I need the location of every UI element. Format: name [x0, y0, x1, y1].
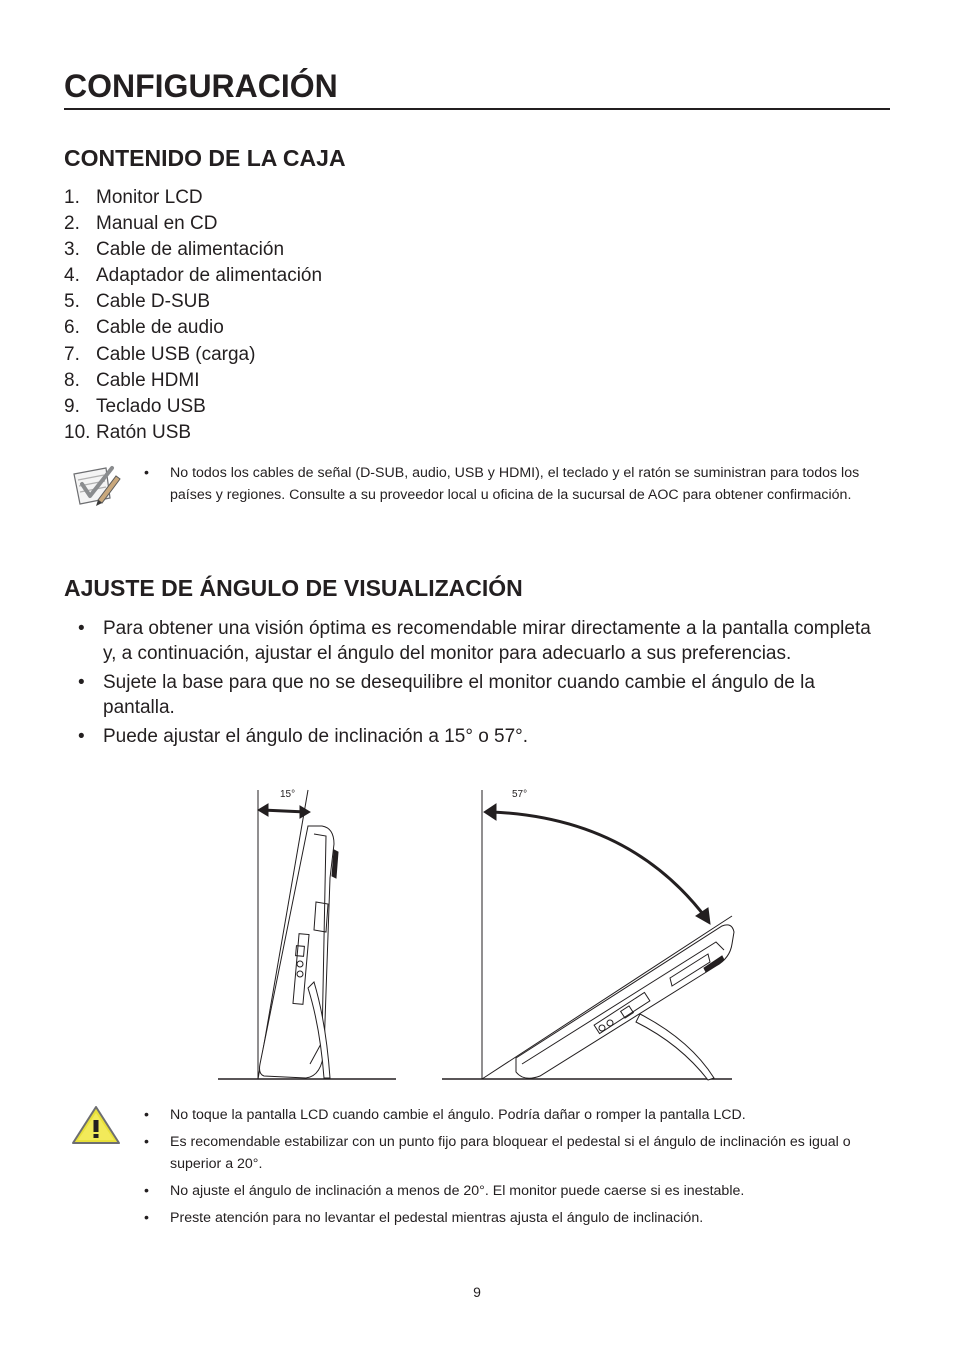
list-item: [64, 342, 322, 368]
item-number: 10.: [64, 421, 91, 443]
title-rule: [64, 108, 890, 110]
item-number: 9.: [64, 395, 80, 417]
section-heading-box-contents: CONTENIDO DE LA CAJA: [64, 145, 346, 171]
item-number: 7.: [64, 343, 80, 365]
list-item: [64, 394, 322, 420]
page-number: 9: [473, 1284, 481, 1300]
item-text: Cable D-SUB: [96, 291, 211, 313]
list-item: [64, 211, 322, 237]
page-title: CONFIGURACIÓN: [64, 68, 338, 104]
warning-item: • No toque la pantalla LCD cuando cambie el ángulo. Podría dañar o romper la pantalla LCD.: [144, 1104, 884, 1126]
item-number: 5.: [64, 291, 80, 313]
monitor-15-side: [260, 826, 339, 1078]
item-text: Cable HDMI: [96, 369, 200, 391]
item-number: 8.: [64, 369, 80, 391]
item-text: Manual en CD: [96, 213, 218, 235]
item-number: 4.: [64, 265, 80, 287]
item-text: Teclado USB: [96, 395, 206, 417]
item-number: 3.: [64, 239, 80, 261]
list-item: [64, 289, 322, 315]
box-contents-list: [64, 185, 322, 446]
item-text: Monitor LCD: [96, 187, 203, 208]
item-number: 2.: [64, 213, 80, 235]
list-item: • Puede ajustar el ángulo de inclinación a 15° o 57°.: [78, 724, 878, 749]
item-text: Cable de audio: [96, 317, 224, 339]
list-item: [64, 368, 322, 394]
monitor-57-side: [516, 925, 734, 1080]
item-number: 1.: [64, 187, 80, 208]
section-heading-viewing-angle: AJUSTE DE ÁNGULO DE VISUALIZACIÓN: [64, 575, 523, 601]
note-list: [144, 462, 874, 506]
warning-list: [144, 1104, 884, 1234]
tilt-angle-figure: [210, 782, 750, 1087]
warning-item: • Preste atención para no levantar el pedestal mientras ajusta el ángulo de inclinación.: [144, 1207, 884, 1229]
warning-triangle-icon: [70, 1104, 122, 1146]
item-text: Adaptador de alimentación: [96, 265, 323, 287]
viewing-angle-list: [78, 616, 878, 753]
item-text: Cable USB (carga): [96, 343, 256, 365]
item-text: Cable de alimentación: [96, 239, 285, 261]
list-item: [64, 263, 322, 289]
item-number: 6.: [64, 317, 80, 339]
list-item: [64, 237, 322, 263]
angle-arrow-57: [484, 804, 710, 924]
note-pencil-icon: [68, 462, 122, 508]
note-text: • No todos los cables de señal (D-SUB, audio, USB y HDMI), el teclado y el ratón se suministran para todos los países y regiones. Consulte a su proveedor local u oficina de la sucursal de AOC para obtener confirmación.: [144, 462, 874, 506]
item-text: Ratón USB: [96, 421, 192, 443]
angle-label-15: 15°: [280, 789, 296, 800]
list-item: • Sujete la base para que no se desequilibre el monitor cuando cambie el ángulo de la pantalla.: [78, 670, 878, 720]
list-item: [64, 185, 322, 211]
angle-arrow-15: [258, 804, 310, 818]
list-item: [64, 315, 322, 341]
warning-item: • Es recomendable estabilizar con un punto fijo para bloquear el pedestal si el ángulo de inclinación es igual o superior a 20°.: [144, 1131, 884, 1175]
angle-label-57: 57°: [512, 789, 528, 800]
list-item: [64, 420, 322, 446]
warning-item: • No ajuste el ángulo de inclinación a menos de 20°. El monitor puede caerse si es inestable.: [144, 1180, 884, 1202]
list-item: • Para obtener una visión óptima es recomendable mirar directamente a la pantalla completa y, a continuación, ajustar el ángulo del monitor para adecuarlo a sus preferencias.: [78, 616, 878, 666]
